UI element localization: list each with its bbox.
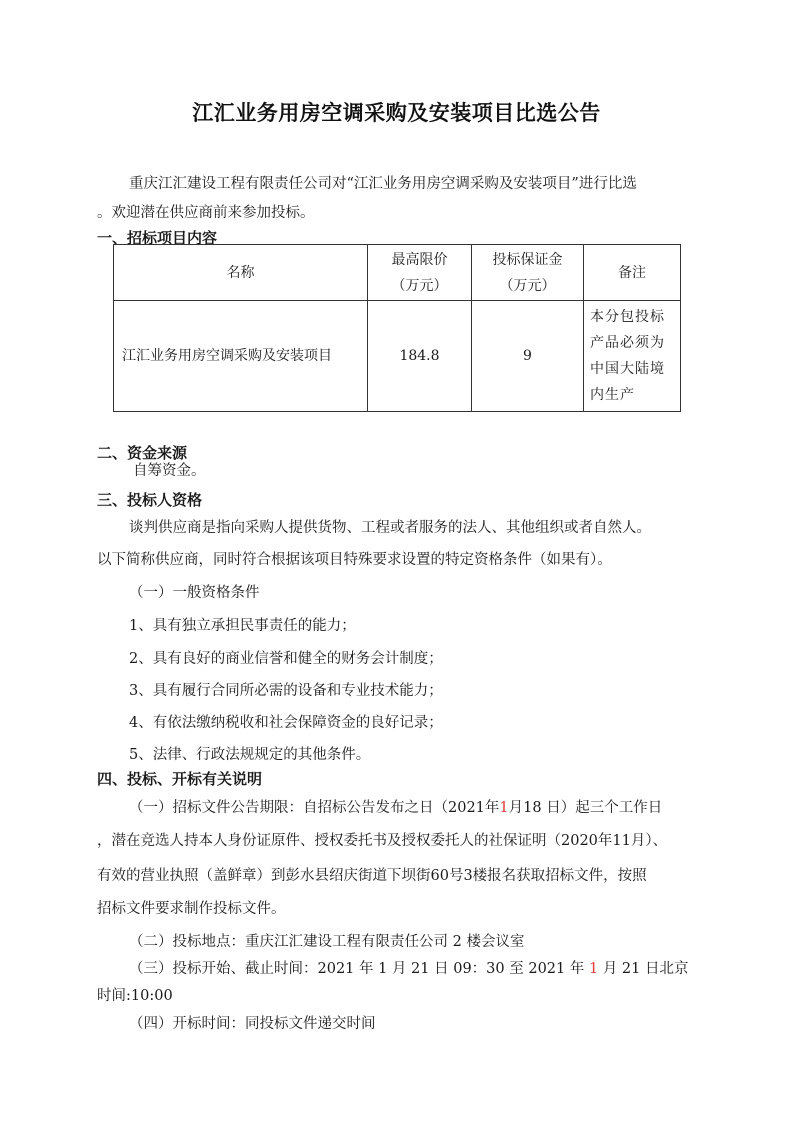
table-header-row — [114, 245, 681, 301]
section-2-heading: 二、资金来源 — [97, 444, 188, 462]
condition-item-3: 3、具有履行合同所必需的设备和专业技术能力； — [129, 683, 443, 699]
header-deposit-label: 投标保证金 — [492, 251, 563, 268]
cell-remark: 本分包投标产品必须为中国大陆境内生产 — [584, 301, 681, 412]
highlighted-month-2: 1 — [588, 961, 599, 977]
bid-location: （二）投标地点：重庆江汇建设工程有限责任公司 2 楼会议室 — [129, 934, 525, 950]
section-1-heading: 一、招标项目内容 — [97, 229, 218, 247]
general-conditions-subheading: （一）一般资格条件 — [129, 585, 260, 601]
header-max-price-label: 最高限价 — [391, 251, 448, 268]
header-deposit — [472, 245, 584, 301]
bid-time-line-1: （三）投标开始、截止时间：2021 年 1 月 21 日 09：30 至 2021 年 1 月 21 日北京 — [129, 961, 689, 977]
highlighted-month: 1 — [499, 800, 509, 816]
header-remark: 备注 — [584, 245, 681, 301]
intro-line-1: 重庆江汇建设工程有限责任公司对“江汇业务用房空调采购及安装项目”进行比选 — [129, 176, 637, 192]
header-deposit-unit: （万元） — [499, 277, 556, 294]
header-name: 名称 — [114, 245, 368, 301]
table-row — [114, 301, 681, 412]
condition-item-4: 4、有依法缴纳税收和社会保障资金的良好记录； — [129, 715, 443, 731]
condition-item-2: 2、具有良好的商业信誉和健全的财务会计制度； — [129, 651, 443, 667]
condition-item-5: 5、法律、行政法规规定的其他条件。 — [129, 747, 371, 763]
bid-time-line-2: 时间:10:00 — [97, 988, 173, 1004]
section-3-heading: 三、投标人资格 — [97, 491, 203, 509]
notice-period-line-4: 招标文件要求制作投标文件。 — [97, 901, 286, 917]
funding-source-text: 自筹资金。 — [133, 463, 206, 479]
opening-time: （四）开标时间：同投标文件递交时间 — [129, 1016, 376, 1032]
bid-items-table — [113, 244, 681, 412]
cell-deposit: 9 — [472, 301, 584, 412]
header-max-price-unit: （万元） — [391, 277, 448, 294]
qualification-line-1: 谈判供应商是指向采购人提供货物、工程或者服务的法人、其他组织或者自然人。 — [129, 520, 651, 536]
header-max-price — [368, 245, 472, 301]
cell-max-price: 184.8 — [368, 301, 472, 412]
page-title: 江汇业务用房空调采购及安装项目比选公告 — [192, 101, 601, 125]
qualification-line-2: 以下简称供应商，同时符合根据该项目特殊要求设置的特定资格条件（如果有）。 — [97, 552, 612, 568]
notice-period-line-3: 有效的营业执照（盖鲜章）到彭水县绍庆街道下坝街60号3楼报名获取招标文件，按照 — [97, 868, 647, 884]
intro-line-2: 。欢迎潜在供应商前来参加投标。 — [97, 205, 315, 221]
notice-period-line-1: （一）招标文件公告期限：自招标公告发布之日（2021年1月18 日）起三个工作日 — [129, 800, 663, 816]
section-4-heading: 四、投标、开标有关说明 — [97, 770, 263, 788]
cell-project-name: 江汇业务用房空调采购及安装项目 — [114, 301, 368, 412]
notice-period-line-2: ，潜在竞选人持本人身份证原件、授权委托书及授权委托人的社保证明（2020年11月）、 — [97, 833, 668, 849]
condition-item-1: 1、具有独立承担民事责任的能力； — [129, 618, 356, 634]
